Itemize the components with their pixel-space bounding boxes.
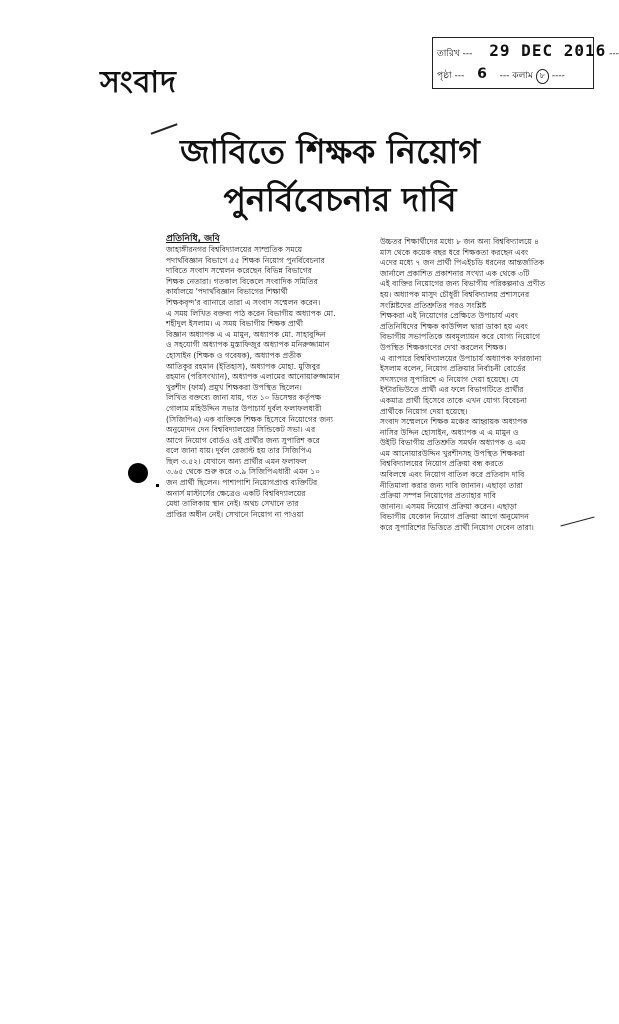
article-text-line: প্রতিনিধিদের শিক্ষক কাউন্সিল দ্বারা ডাকা হয় এবং [380,321,528,331]
article-text-line: এই ব্যক্তির নিয়োগের জন্য বিভাগীয় পরিকল্পনাও প্রণীত [380,279,546,289]
headline-line-1: জাবিতে শিক্ষক নিয়োগ [180,132,480,171]
article-text-line: জানান। এসময় নিয়োগ প্রক্রিয়া করেন। এছাড়া [380,501,517,511]
article-text-line: জার্নালে প্রকাশিত প্রকাশনার সংখ্যা এক থেকে ৩টি [380,268,530,278]
article-text-line: সংশ্লিষ্টদের প্রতিশ্রুতির পরও সংশ্লিষ্ট [380,300,487,310]
article-text-line: অনার্স মাস্টার্সের ক্ষেত্রেও একটি বিশ্ববিদ্যালয়ের [166,488,306,498]
article-text-line: উপস্থিত শিক্ষকগণের দেখা করলেন শিক্ষক। [380,342,507,352]
stamp-date-row: তারিখ --- 29 DEC 2016 --- [437,41,619,60]
article-text-line: প্রার্থীকে নিয়োগ দেয়া হয়েছে। [380,406,468,416]
article-text-line: অবিলম্বে এবং নিয়োগ বাতিল করে প্রতিবাদ দাবি [380,470,525,480]
article-text-line: হোসাইন (শিক্ষক ও গবেষক), অধ্যাপক প্রতীক [166,350,302,360]
article-text-line: নাসির উদ্দিন হোসাইন, অধ্যাপক এ এ মামুন ও [380,427,519,437]
article-text-line: আগে নিয়োগ বোর্ডও ওই প্রার্থীর জন্য সুপারিশ করে [166,435,320,445]
article-text-line: (সিজিপিএ) এক ব্যক্তিকে শিক্ষক হিসেবে নিয়োগের জন্য [166,414,333,424]
article-text-line: শহীদুল ইসলাম। এ সময় বিভাগীয় শিক্ষক প্রার্থী [166,319,303,329]
stamp-column: ৮ [536,69,549,84]
article-text-line: অনুমোদন দেন বিশ্ববিদ্যালয়ের সিন্ডিকেট সভা। এর [166,425,316,435]
article-text-line: শিক্ষক নেতারা। গতকাল বিকেলে সংবাদিক সমিতির [166,276,318,286]
stamp-page-label: পৃষ্ঠা [437,71,452,81]
article-text-line: এম আনোয়ারউদ্দিন খুরশীদসহ উপস্থিত শিক্ষকরা [380,448,525,458]
article-text-line: শিক্ষকরা এই নিয়োগের প্রেক্ষিতে উপাচার্য এবং [380,311,518,321]
article-text-line: সদস্যদের সুপারিশে এ নিয়োগ দেয়া হয়েছে। যে [380,374,519,384]
article-text-line: খুরশীদ (ফার্ম) প্রমুখ শিক্ষকরা উপস্থিত ছিলেন। [166,382,302,392]
article-text-line: উইটি বিভাগীয় প্রতিশ্রুতি সমর্থন অধ্যাপক ও এম [380,438,526,448]
article-byline: প্রতিনিধি, জবি [166,234,220,244]
article-text-line: রহমান (পরিসংখ্যান), অধ্যাপক এলামের আনোয়ারুজ্জামান [166,372,340,382]
headline-line-2: পুনর্বিবেচনার দাবি [223,180,457,219]
article-text-line: লিখিত বক্তব্যে জানা যায়, গত ১০ ডিসেম্বর কর্তৃপক্ষ [166,393,322,403]
article-text-line: সংবাদ সম্মেলনে শিক্ষক মঞ্চের আহ্বায়ক অধ্যাপক [380,417,528,427]
article-text-line: বিশ্ববিদ্যালয়ের নিয়োগ প্রক্রিয়া বন্ধ করতে [380,459,504,469]
article-text-line: জাহাঙ্গীরনগর বিশ্ববিদ্যালয়ের সাম্প্রতিক সময়ে [166,245,303,254]
article-text-line: মেধা তালিকায় স্থান নেই। অথচ সেখানে তার [166,499,299,509]
ink-blot [128,463,148,483]
stamp-page-row: পৃষ্ঠা --- 6 --- কলাম ৮ ---- [437,66,565,82]
stamp-page: 6 [477,66,487,82]
article-text-line: মাস থেকে কয়েক বছর ধরে শিক্ষকতা করছেন এবং [380,247,529,257]
article-text-line: বলে জানা যায়। দুর্বল রেজাল্ট হয় তার সিজিপিএ [166,446,312,456]
article-text-line: গোলাম মহিউদ্দিন সভার উপাচার্য দুর্বল ফলাফলধারী [166,403,322,413]
article-text-line: ছিল ৩.৫২। যেখানে অন্য প্রার্থীর এমন ফলাফল [166,456,307,466]
article-text-line: ইন্টারভিউতে প্রার্থী এর ফলে বিভাগটিতে প্রার্থীর [380,385,524,395]
margin-mark [156,484,159,487]
article-text-line: বিভাগীয় সভাপতিকে অবমূল্যায়ন করে যোগ্য নিয়োগে [380,332,541,342]
stamp-date-label: তারিখ [437,49,460,59]
article-text-line: ৩.৬৫ থেকে শুরু করে ৩.৯ সিজিপিএধারী এমন ১০ [166,467,321,477]
article-text-line: বিভাগীয় যেকোন নিয়োগ প্রক্রিয়া আগে অনুমোদন [380,512,529,522]
article-text-line: আতিকুর রহমান (ইতিহাস), অধ্যাপক মোহা. মুজিবুর [166,361,321,371]
article-text-line: ইসলাম বলেন, নিয়োগ প্রক্রিয়ার নির্বাচনী বোর্ডের [380,364,526,374]
article-text-line: নীতিমালা করার জন্য দাবি জানান। এছাড়া তারা [380,480,523,490]
article-text-line: প্রাপ্তির অধীন নেই। সেখানে নিয়োগ না পাওয়া [166,509,304,519]
article-text-line: ও সহযোগী অধ্যাপক মুস্তাফিজুর অধ্যাপক মনিরুজ্জামান [166,340,330,350]
article-left-column [166,245,376,520]
stamp-column-label: কলাম [512,71,533,81]
article-text-line: বিজ্ঞান অধ্যাপক এ এ মামুন, অধ্যাপক মো. সাহাবুদ্দিন [166,329,326,339]
newspaper-masthead: সংবাদ [100,65,177,100]
article-text-line: প্রক্রিয়া সম্পন্ন নিয়োগের প্রত্যাহার দাবি [380,491,497,501]
article-text-line: জন প্রার্থী ছিলেন। পাশাপাশি নিয়োগপ্রাপ্ত ব্যক্তিটির [166,478,318,488]
article-headline [160,128,500,224]
stamp-date: 29 DEC 2016 [489,41,607,60]
article-text-line: করে সুপারিশের ভিত্তিতে প্রার্থী নিয়োগ দেবেন তারা। [380,523,534,533]
article-text-line: একমাত্র প্রার্থী হিসেবে তাকে এখন যোগ্য বিবেচনা [380,395,527,405]
article-right-column [380,237,592,534]
article-text-line: শিক্ষকবৃন্দ'র ব্যানারে তারা এ সংবাদ সম্মেলন করেন। [166,297,321,307]
clipping-stamp [432,37,619,89]
article-text-line: কার্যালয়ে 'পদার্থবিজ্ঞান বিভাগের শিক্ষার্থী [166,287,288,297]
article-text-line: এদের মধ্যে ৭ জন প্রার্থী পিএইচডি ধরনের আন্তর্জাতিক [380,258,545,268]
article-text-line: দাবিতে সংবাদ সম্মেলন করেছেন বিভিন্ন বিভাগের [166,266,312,276]
article-text-line: এ ব্যাপারে বিশ্ববিদ্যালয়ের উপাচার্য অধ্যাপক ফারজানা [380,353,542,363]
article-text-line: এ সময় লিখিত বক্তব্য পাঠ করেন বিভাগীয় অধ্যাপক মো. [166,308,336,318]
article-text-line: উচ্চতর শিক্ষার্থীদের মধ্যে ৮ জন অন্য বিশ্ববিদ্যালয়ে ৪ [380,237,540,246]
article-text-line: হয়। অধ্যাপক মাসুদ চৌধুরী বিশ্ববিদ্যালয় প্রশাসনের [380,289,530,299]
article-text-line: পদার্থবিজ্ঞান বিভাগে ৫৫ শিক্ষক নিয়োগ পুনর্বিবেচনার [166,255,325,265]
